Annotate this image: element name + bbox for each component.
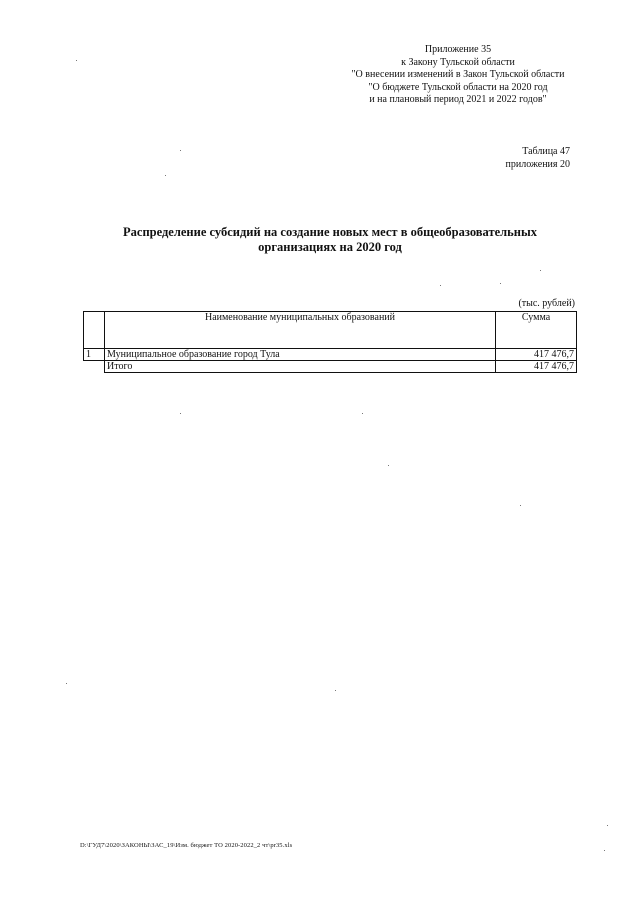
total-sum-cell: 417 476,7 bbox=[496, 361, 577, 373]
table-header-row bbox=[84, 312, 577, 349]
scan-speck bbox=[335, 690, 336, 691]
table-reference-number: Таблица 47 bbox=[522, 146, 570, 157]
row-name-cell: Муниципальное образование город Тула bbox=[105, 349, 496, 361]
scan-speck bbox=[76, 60, 77, 61]
row-number-cell: 1 bbox=[84, 349, 105, 361]
units-label: (тыс. рублей) bbox=[518, 298, 575, 309]
header-name-cell: Наименование муниципальных образований bbox=[105, 312, 496, 349]
annex-line: "О внесении изменений в Закон Тульской области bbox=[351, 69, 565, 80]
scan-speck bbox=[388, 465, 389, 466]
document-title bbox=[90, 225, 570, 255]
annex-line: "О бюджете Тульской области на 2020 год bbox=[368, 81, 548, 93]
scan-speck bbox=[180, 150, 181, 151]
annex-line: и на плановый период 2021 и 2022 годов" bbox=[369, 94, 547, 105]
header-number-cell bbox=[84, 312, 105, 349]
scan-speck bbox=[440, 285, 441, 286]
scan-speck bbox=[520, 505, 521, 506]
header-sum-cell: Сумма bbox=[496, 312, 577, 349]
annex-line: Приложение 35 bbox=[424, 44, 492, 55]
total-number-cell bbox=[84, 361, 105, 373]
scan-speck bbox=[607, 825, 608, 826]
file-path-footer: D:\ГУД7\2020\ЗАКОНЫ\ЗАС_19\Изм. бюджет ТО 2020-2022_2 чт\pr35.xls bbox=[80, 842, 293, 849]
scan-speck bbox=[362, 413, 363, 414]
document-title-line: организациях на 2020 год bbox=[258, 240, 402, 254]
scan-speck bbox=[165, 175, 166, 176]
document-title-line: Распределение субсидий на создание новых мест в общеобразовательных bbox=[123, 225, 537, 239]
total-label-cell: Итого bbox=[105, 361, 496, 373]
scan-speck bbox=[540, 270, 541, 271]
table-reference bbox=[470, 146, 570, 171]
scan-speck bbox=[500, 283, 501, 284]
table-reference-appendix: приложения 20 bbox=[505, 158, 570, 170]
annex-line: к Закону Тульской области bbox=[401, 56, 515, 68]
table-row bbox=[84, 349, 577, 361]
row-sum-cell: 417 476,7 bbox=[496, 349, 577, 361]
table-total-row bbox=[84, 361, 577, 373]
scan-speck bbox=[604, 850, 605, 851]
annex-block bbox=[338, 44, 578, 107]
scan-speck bbox=[66, 683, 67, 684]
subsidy-table bbox=[83, 311, 577, 373]
scan-speck bbox=[180, 413, 181, 414]
